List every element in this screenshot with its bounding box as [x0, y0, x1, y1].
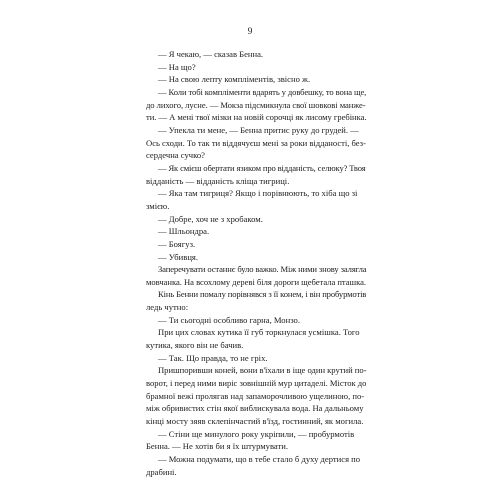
text-line: — Убивця. — [158, 251, 199, 262]
text-line: При цих словах кутика її губ торкнулася усмішка. Того — [158, 327, 360, 338]
text-line: кінці мосту зяяв склепінчастий в'їзд, гостинний, як могила. — [146, 416, 364, 427]
text-line: — На свою лепту компліментів, звісно ж. — [158, 74, 311, 85]
text-line: — Упекла ти мене, — Бенна притис руку до грудей. — — [158, 124, 359, 135]
text-line: між обривистих стін якої виблискувала вода. На дальньому — [146, 403, 364, 414]
text-line: — Стіни ще минулого року укріпили, — пробурмотів — [158, 428, 355, 439]
text-line: — Як смієш обертати язиком про відданість, селюку? Твоя — [158, 162, 366, 173]
text-line: до лихого, лусне. — Мокза підсмикнула свої шовкові манже- — [146, 99, 366, 110]
text-line: — Коли тобі компліменти вдарять у довбешку, то вона ще, — [158, 86, 367, 97]
text-line: — Добре, хоч не з хробаком. — [158, 213, 263, 224]
text-line: — Ти сьогодні особливо гарна, Монзо. — [158, 314, 300, 325]
text-line: відданість — відданість кліща тигриці. — [146, 175, 290, 186]
text-line: Ось сходи. То так ти віддячуєш мені за роки відданості, без- — [146, 137, 366, 148]
text-line: мовчанка. На всохлому дереві біля дороги щебетала пташка. — [146, 276, 367, 287]
page-number: 9 — [247, 27, 253, 37]
text-line: Заперечувати останнє було важко. Між ними знову залягла — [158, 264, 367, 275]
text-line: — Можна подумати, що в тебе стало б духу дертися по — [158, 454, 361, 464]
text-line: драбині. — [146, 466, 177, 477]
text-line: Пришпоривши коней, вони в'їхали в іще один крутий по- — [158, 365, 367, 376]
text-line: — Так. Що правда, то не гріх. — [158, 352, 268, 363]
text-line: — Яка там тигриця? Якщо і порівнюють, то хіба що зі — [158, 188, 358, 199]
text-line: ледь чутно: — [146, 302, 189, 313]
text-line: кутика, якого він не бачив. — [146, 340, 244, 351]
body-text — [146, 48, 366, 478]
text-line: — Боягуз. — [158, 238, 196, 249]
text-line: ти. — А мені твої мізки на новій сорочці як лисому гребінка. — [146, 112, 367, 123]
text-line: брамної вежі пролягав над запаморочливою ущелиною, по- — [146, 390, 365, 401]
text-line: сердечна сучко? — [146, 150, 205, 161]
text-line: Кінь Бенни помалу порівнявся з її конем, і він пробурмотів — [158, 289, 367, 300]
text-line: ворот, і перед ними виріс зовнішній мур цитаделі. Місток до — [146, 378, 367, 389]
text-line: — Я чекаю, — сказав Бенна. — [158, 49, 264, 59]
text-line: Бенна. — Не хотів би я їх штурмувати. — [146, 441, 289, 452]
text-line: — На що? — [158, 61, 196, 72]
text-line: — Шльондра. — [158, 226, 210, 237]
text-line: змією. — [146, 200, 170, 211]
